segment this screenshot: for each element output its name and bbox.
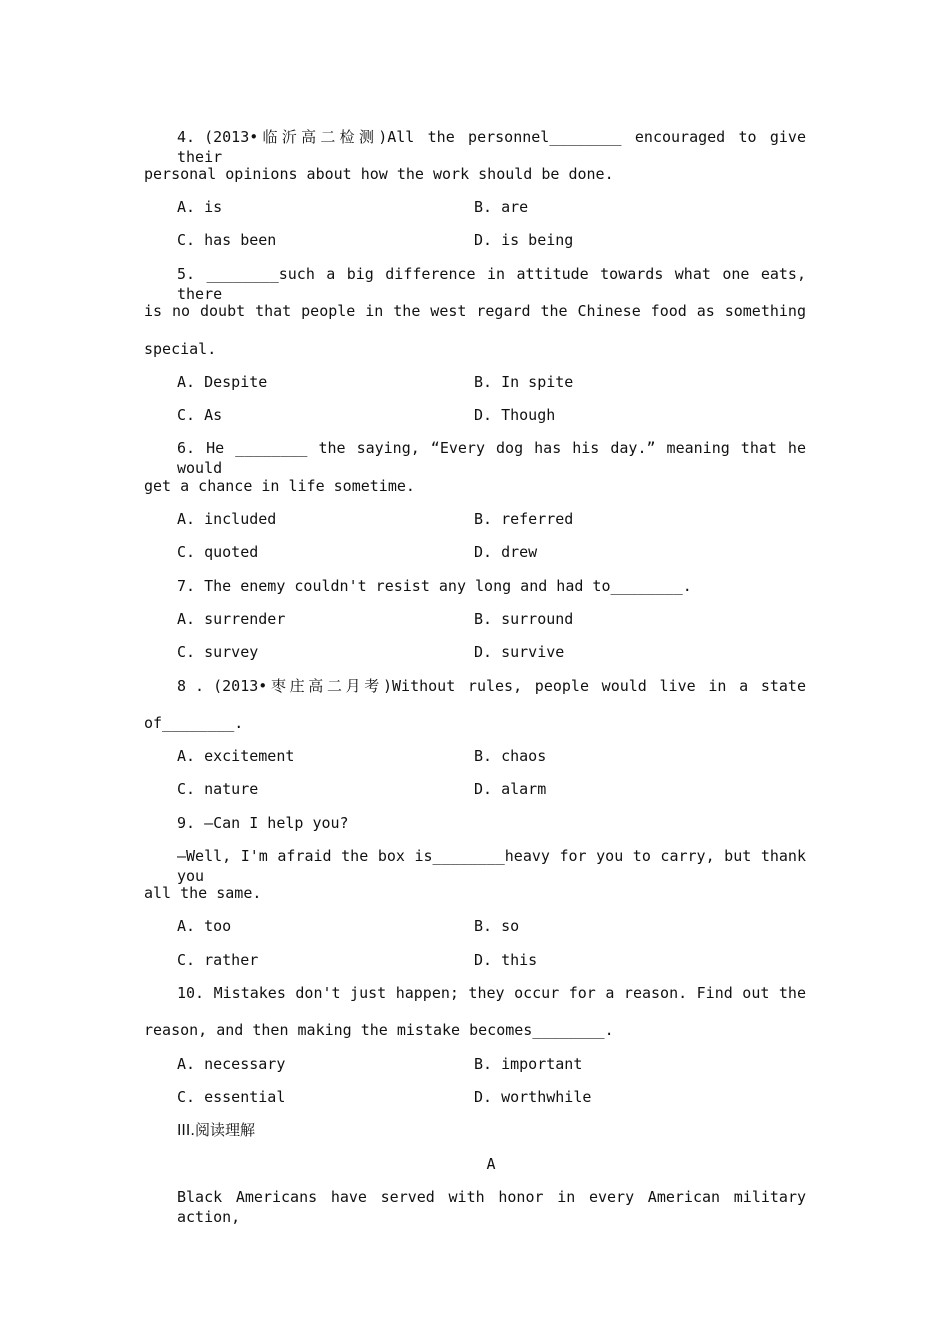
- question-6-line-2: get a chance in life sometime.: [144, 477, 415, 495]
- question-7-option-c: C. survey: [177, 643, 259, 661]
- question-8-line-2: of________.: [144, 714, 244, 732]
- question-8-option-d: D. alarm: [474, 780, 547, 798]
- question-8-option-c: C. nature: [177, 780, 259, 798]
- question-10-option-c: C. essential: [177, 1088, 286, 1106]
- section-heading: III.阅读理解: [177, 1121, 256, 1139]
- question-8-option-b: B. chaos: [474, 747, 547, 765]
- question-7-line-1: 7. The enemy couldn't resist any long and had to________.: [177, 577, 692, 595]
- question-4-line-1: 4. (2013•临沂高二检测)All the personnel________ encouraged to give their: [177, 128, 806, 166]
- question-9-line-3: all the same.: [144, 884, 262, 902]
- passage-title: A: [486, 1155, 496, 1173]
- question-8-option-a: A. excitement: [177, 747, 295, 765]
- question-9-option-b: B. so: [474, 917, 520, 935]
- question-5-option-c: C. As: [177, 406, 223, 424]
- question-6-line-1: 6. He ________ the saying, “Every dog has his day.” meaning that he would: [177, 439, 806, 477]
- question-9-line-2: —Well, I'm afraid the box is________heavy for you to carry, but thank you: [177, 847, 806, 885]
- question-5-option-d: D. Though: [474, 406, 556, 424]
- question-9-option-a: A. too: [177, 917, 232, 935]
- question-5-option-a: A. Despite: [177, 373, 268, 391]
- question-4-option-b: B. are: [474, 198, 529, 216]
- question-7-option-d: D. survive: [474, 643, 565, 661]
- question-4-option-c: C. has been: [177, 231, 277, 249]
- question-5-option-b: B. In spite: [474, 373, 574, 391]
- question-9-line-1: 9. —Can I help you?: [177, 814, 349, 832]
- question-9-option-c: C. rather: [177, 951, 259, 969]
- question-8-line-1: 8 . (2013•枣庄高二月考)Without rules, people would live in a state: [177, 677, 806, 695]
- question-10-option-a: A. necessary: [177, 1055, 286, 1073]
- question-10-line-1: 10. Mistakes don't just happen; they occur for a reason. Find out the: [177, 984, 806, 1002]
- question-6-option-c: C. quoted: [177, 543, 259, 561]
- question-5-line-1: 5. ________such a big difference in attitude towards what one eats, there: [177, 265, 806, 303]
- question-5-line-2: is no doubt that people in the west regard the Chinese food as something: [144, 302, 806, 320]
- question-4-line-2: personal opinions about how the work should be done.: [144, 165, 614, 183]
- question-6-option-d: D. drew: [474, 543, 538, 561]
- question-7-option-a: A. surrender: [177, 610, 286, 628]
- passage-first-line: Black Americans have served with honor in every American military action,: [177, 1188, 806, 1226]
- question-5-line-3: special.: [144, 340, 217, 358]
- question-6-option-a: A. included: [177, 510, 277, 528]
- question-7-option-b: B. surround: [474, 610, 574, 628]
- question-10-option-b: B. important: [474, 1055, 583, 1073]
- question-6-option-b: B. referred: [474, 510, 574, 528]
- question-10-option-d: D. worthwhile: [474, 1088, 592, 1106]
- question-9-option-d: D. this: [474, 951, 538, 969]
- question-4-option-a: A. is: [177, 198, 223, 216]
- question-10-line-2: reason, and then making the mistake becomes________.: [144, 1021, 614, 1039]
- question-4-option-d: D. is being: [474, 231, 574, 249]
